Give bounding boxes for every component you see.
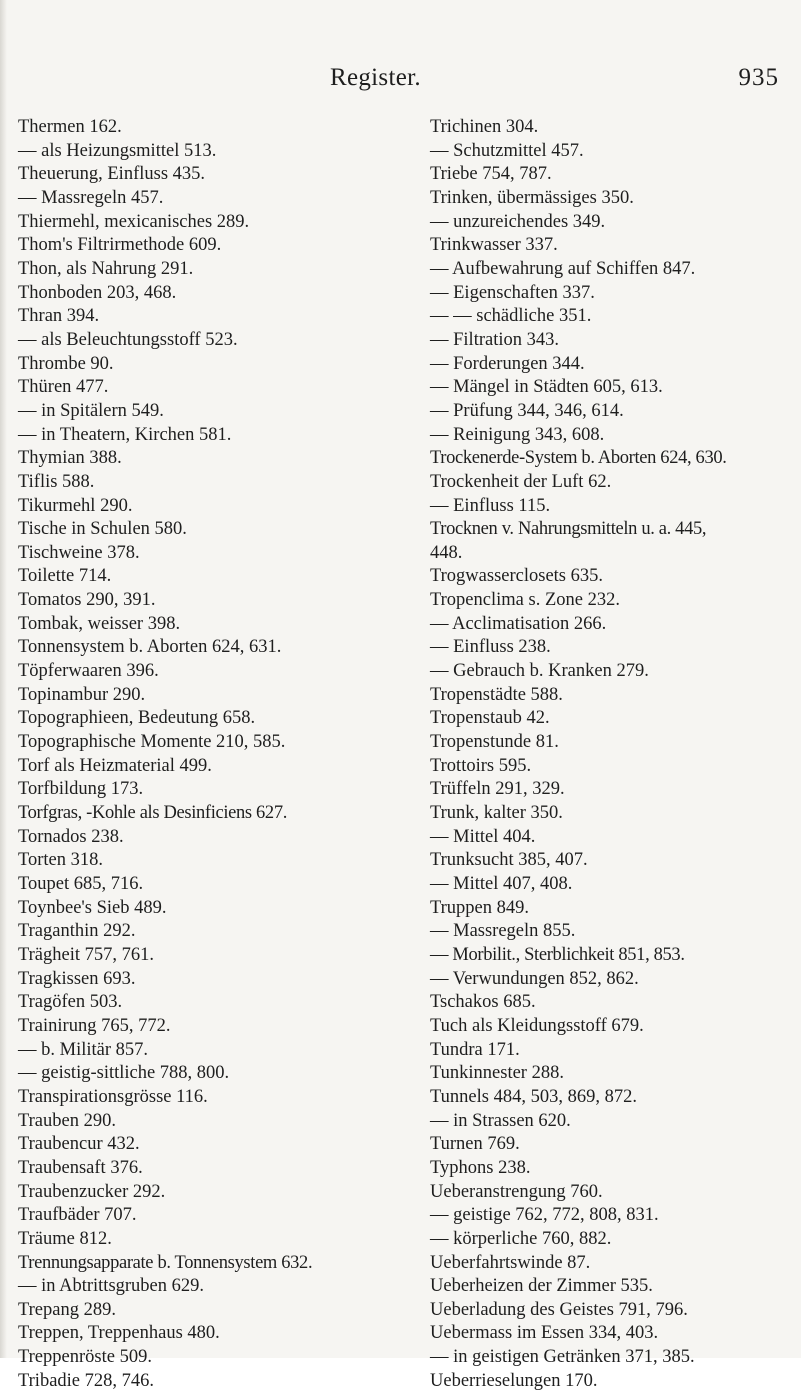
index-entry: — in geistigen Getränken 371, 385. [430,1347,695,1368]
index-entry: Tombak, weisser 398. [18,613,181,634]
index-entry: — in Strassen 620. [430,1110,571,1131]
index-entry: — b. Militär 857. [18,1039,149,1060]
index-entry: Torf als Heizmaterial 499. [18,755,212,776]
index-entry: Tonnensystem b. Aborten 624, 631. [18,637,282,658]
index-entry: Traubencur 432. [18,1134,140,1155]
index-entry: Topographieen, Bedeutung 658. [18,708,256,729]
index-entry: Torfgras, -Kohle als Desinficiens 627. [18,803,287,824]
index-column-right [430,116,795,1393]
index-entry: — Eigenschaften 337. [430,282,595,303]
index-entry: — als Beleuchtungsstoff 523. [18,329,238,350]
index-entry: Traganthin 292. [18,921,136,942]
index-entry: — Filtration 343. [430,329,559,350]
index-entry: Typhons 238. [430,1157,531,1178]
index-entry: — Einfluss 238. [430,637,551,658]
index-entry: — Einfluss 115. [430,495,551,516]
index-entry: 448. [430,542,463,563]
index-entry: Ueberanstrengung 760. [430,1181,603,1202]
index-entry: Ueberfahrtswinde 87. [430,1252,591,1273]
index-entry: Träume 812. [18,1228,112,1249]
index-entry: Torfbildung 173. [18,779,144,800]
index-entry: Trauben 290. [18,1110,116,1131]
index-entry: Tunnels 484, 503, 869, 872. [430,1086,637,1107]
page-header [0,64,801,100]
index-entry: Tragöfen 503. [18,992,123,1013]
index-entry: Traufbäder 707. [18,1205,137,1226]
index-entry: Traubensaft 376. [18,1157,143,1178]
index-entry: Tische in Schulen 580. [18,519,187,540]
index-entry: — Massregeln 457. [18,187,164,208]
index-entry: Topographische Momente 210, 585. [18,732,286,753]
index-entry: — in Spitälern 549. [18,400,164,421]
index-entry: Trennungsapparate b. Tonnensystem 632. [18,1252,313,1273]
index-entry: — Massregeln 855. [430,921,576,942]
index-entry: Truppen 849. [430,897,530,918]
index-entry: Turnen 769. [430,1134,520,1155]
index-entry: — als Heizungsmittel 513. [18,140,217,161]
index-entry: Thonboden 203, 468. [18,282,177,303]
index-entry: Trinken, übermässiges 350. [430,187,634,208]
index-entry: Trocknen v. Nahrungsmitteln u. a. 445, [430,519,707,540]
index-entry: Tropenstunde 81. [430,732,559,753]
index-entry: Toynbee's Sieb 489. [18,897,167,918]
index-entry: Thermen 162. [18,117,122,137]
index-entry: Tropenclima s. Zone 232. [430,590,620,611]
index-entry: Thymian 388. [18,448,122,469]
index-entry: Ueberladung des Geistes 791, 796. [430,1299,688,1320]
index-entry: Trockenerde-System b. Aborten 624, 630. [430,448,727,469]
index-entry: — Aufbewahrung auf Schiffen 847. [430,258,696,279]
index-entry: Trogwasserclosets 635. [430,566,604,587]
index-entry: Tomatos 290, 391. [18,590,156,611]
index-entry: Treppenröste 509. [18,1347,152,1368]
index-entry: Tundra 171. [430,1039,520,1060]
page-binding-edge [0,0,7,1358]
index-entry: — in Abtrittsgruben 629. [18,1276,205,1297]
index-entry: Tischweine 378. [18,542,140,563]
index-entry: Uebermass im Essen 334, 403. [430,1323,659,1344]
index-entry: Trägheit 757, 761. [18,944,155,965]
index-entry: — — schädliche 351. [430,306,592,327]
index-entry: Thon, als Nahrung 291. [18,258,194,279]
page-number: 935 [738,64,779,91]
index-entry: — Mängel in Städten 605, 613. [430,377,663,398]
index-entry: Tribadie 728, 746. [18,1370,155,1391]
index-entry: Traubenzucker 292. [18,1181,166,1202]
index-entry: — geistig-sittliche 788, 800. [18,1063,230,1084]
index-entry: Thiermehl, mexicanisches 289. [18,211,250,232]
index-entry: Trichinen 304. [430,117,539,137]
index-column-left [18,116,398,1393]
index-entry: — Forderungen 344. [430,353,585,374]
index-entry: Ueberheizen der Zimmer 535. [430,1276,653,1297]
index-entry: Tropenstaub 42. [430,708,550,729]
index-entry: Tikurmehl 290. [18,495,133,516]
index-entry: Tornados 238. [18,826,124,847]
index-entry: Trinkwasser 337. [430,235,558,256]
index-entry: Töpferwaaren 396. [18,661,159,682]
index-entry: Trüffeln 291, 329. [430,779,565,800]
index-entry: Tuch als Kleidungsstoff 679. [430,1015,644,1036]
index-entry: Theuerung, Einfluss 435. [18,164,206,185]
index-entry: — Mittel 407, 408. [430,874,573,894]
index-entry: Thüren 477. [18,377,109,398]
index-entry: Topinambur 290. [18,684,146,705]
index-entry: — Prüfung 344, 346, 614. [430,400,624,421]
index-entry: Tunkinnester 288. [430,1063,564,1084]
index-entry: — Morbilit., Sterblichkeit 851, 853. [430,944,685,965]
index-entry: Trockenheit der Luft 62. [430,471,612,492]
index-entry: — Gebrauch b. Kranken 279. [430,661,649,682]
index-entry: Thrombe 90. [18,353,114,374]
index-entry: Treppen, Treppenhaus 480. [18,1323,220,1344]
index-entry: Trainirung 765, 772. [18,1015,171,1036]
index-entry: Tragkissen 693. [18,968,136,989]
index-entry: — Acclimatisation 266. [430,613,607,634]
index-entry: Thran 394. [18,306,100,327]
index-entry: — unzureichendes 349. [430,211,606,232]
running-head: Register. [330,64,421,91]
index-entry: — in Theatern, Kirchen 581. [18,424,232,445]
index-entry: Trottoirs 595. [430,755,532,776]
index-entry: Trunksucht 385, 407. [430,850,588,871]
index-entry: — Verwundungen 852, 862. [430,968,639,989]
index-entry: — Schutzmittel 457. [430,140,584,161]
index-entry: — Mittel 404. [430,826,536,847]
index-entry: Tschakos 685. [430,992,536,1013]
index-entry: Thom's Filtrirmethode 609. [18,235,222,256]
index-entry: Transpirationsgrösse 116. [18,1086,208,1107]
index-entry: Toupet 685, 716. [18,874,144,894]
index-entry: — körperliche 760, 882. [430,1228,612,1249]
index-entry: — geistige 762, 772, 808, 831. [430,1205,659,1226]
index-entry: — Reinigung 343, 608. [430,424,605,445]
index-entry: Toilette 714. [18,566,112,587]
index-entry: Triebe 754, 787. [430,164,552,185]
index-entry: Trepang 289. [18,1299,116,1320]
index-entry: Tiflis 588. [18,471,95,492]
index-entry: Torten 318. [18,850,104,871]
index-entry: Tropenstädte 588. [430,684,563,705]
index-entry: Ueberrieselungen 170. [430,1370,598,1391]
index-entry: Trunk, kalter 350. [430,803,563,824]
